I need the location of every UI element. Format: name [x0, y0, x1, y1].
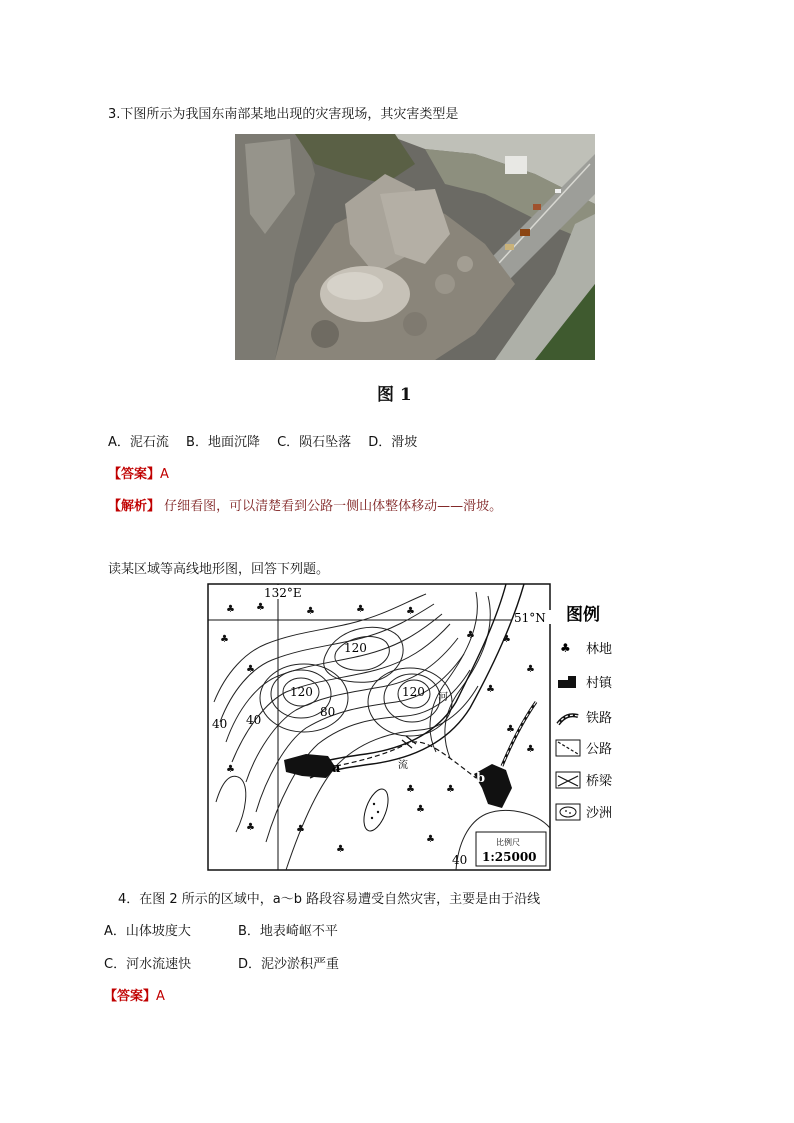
- svg-text:♣: ♣: [466, 630, 475, 641]
- landslide-photo: [235, 134, 595, 360]
- contour-label: 120: [344, 641, 367, 655]
- legend-forest: [560, 641, 612, 657]
- svg-text:♣: ♣: [406, 784, 415, 795]
- question-4-option-b: B．地表崎岖不平: [238, 924, 338, 939]
- legend-label: 铁路: [586, 711, 613, 726]
- svg-text:♣: ♣: [336, 844, 345, 855]
- map-frame: [208, 584, 550, 870]
- figure-1-caption: 图 1: [377, 385, 412, 405]
- contour-label: 40: [212, 717, 228, 731]
- legend-label: 林地: [586, 642, 613, 657]
- contour-map: [206, 582, 631, 874]
- question-4-answer: [104, 985, 165, 1004]
- river-char-1: 河: [438, 692, 448, 703]
- svg-text:♣: ♣: [426, 834, 435, 845]
- explanation-label: 【解析】: [108, 499, 161, 514]
- svg-text:♣: ♣: [356, 604, 365, 615]
- svg-text:♣: ♣: [256, 602, 265, 613]
- contour-label: 40: [246, 713, 262, 727]
- map-intro: 读某区域等高线地形图，回答下列题。: [108, 562, 330, 577]
- svg-text:♣: ♣: [416, 804, 425, 815]
- latitude-label: 51°N: [514, 611, 546, 625]
- svg-text:♣: ♣: [246, 664, 255, 675]
- question-4-option-c: C．河水流速快: [104, 957, 192, 972]
- svg-text:♣: ♣: [526, 744, 535, 755]
- question-4-option-a: A．山体坡度大: [104, 924, 191, 939]
- longitude-label: 132°E: [264, 586, 302, 600]
- answer-value: A: [160, 467, 169, 482]
- scale-title: 比例尺: [496, 838, 520, 847]
- point-b-label: b: [476, 771, 486, 786]
- contour-label: 120: [290, 685, 313, 699]
- answer-value: A: [156, 989, 165, 1004]
- answer-label: 【答案】: [108, 467, 161, 482]
- svg-text:♣: ♣: [220, 634, 229, 645]
- svg-text:♣: ♣: [526, 664, 535, 675]
- legend-village: [558, 675, 613, 691]
- explanation-text: 仔细看图，可以清楚看到公路一侧山体整体移动——滑坡。: [164, 499, 503, 514]
- legend-label: 桥梁: [586, 774, 613, 789]
- svg-text:♣: ♣: [506, 724, 515, 735]
- legend-label: 公路: [586, 742, 613, 757]
- question-4-stem: 4．在图 2 所示的区域中，a～b 路段容易遭受自然灾害，主要是由于沿线: [118, 892, 541, 907]
- svg-text:♣: ♣: [226, 604, 235, 615]
- answer-label: 【答案】: [104, 989, 157, 1004]
- svg-text:♣: ♣: [406, 606, 415, 617]
- contour-label: 120: [402, 685, 425, 699]
- river-char-2: 流: [398, 760, 408, 771]
- question-3-stem: 3.下图所示为我国东南部某地出现的灾害现场，其灾害类型是: [108, 107, 459, 122]
- contour-label: 80: [320, 705, 336, 719]
- question-4-option-d: D．泥沙淤积严重: [238, 957, 340, 972]
- legend-road: [556, 740, 612, 757]
- svg-text:♣: ♣: [246, 822, 255, 833]
- svg-text:♣: ♣: [502, 634, 511, 645]
- svg-text:♣: ♣: [296, 824, 305, 835]
- legend-label: 村镇: [586, 676, 613, 691]
- scale-value: 1:25000: [482, 850, 537, 864]
- point-a-label: a: [332, 761, 341, 776]
- svg-text:♣: ♣: [226, 764, 235, 775]
- svg-text:♣: ♣: [306, 606, 315, 617]
- question-3-answer: [108, 463, 169, 482]
- legend-title: 图例: [566, 605, 600, 625]
- svg-text:♣: ♣: [446, 784, 455, 795]
- legend-railway: [558, 710, 612, 726]
- legend-label: 沙洲: [586, 806, 613, 821]
- legend-sandbar: [556, 804, 612, 821]
- svg-text:♣: ♣: [486, 684, 495, 695]
- question-3-options: A．泥石流 B．地面沉降 C．陨石坠落 D．滑坡: [108, 435, 418, 450]
- contour-label: 40: [452, 853, 468, 867]
- svg-text:♣: ♣: [560, 641, 571, 655]
- legend-bridge: [556, 772, 613, 789]
- question-3-explanation: [108, 495, 502, 514]
